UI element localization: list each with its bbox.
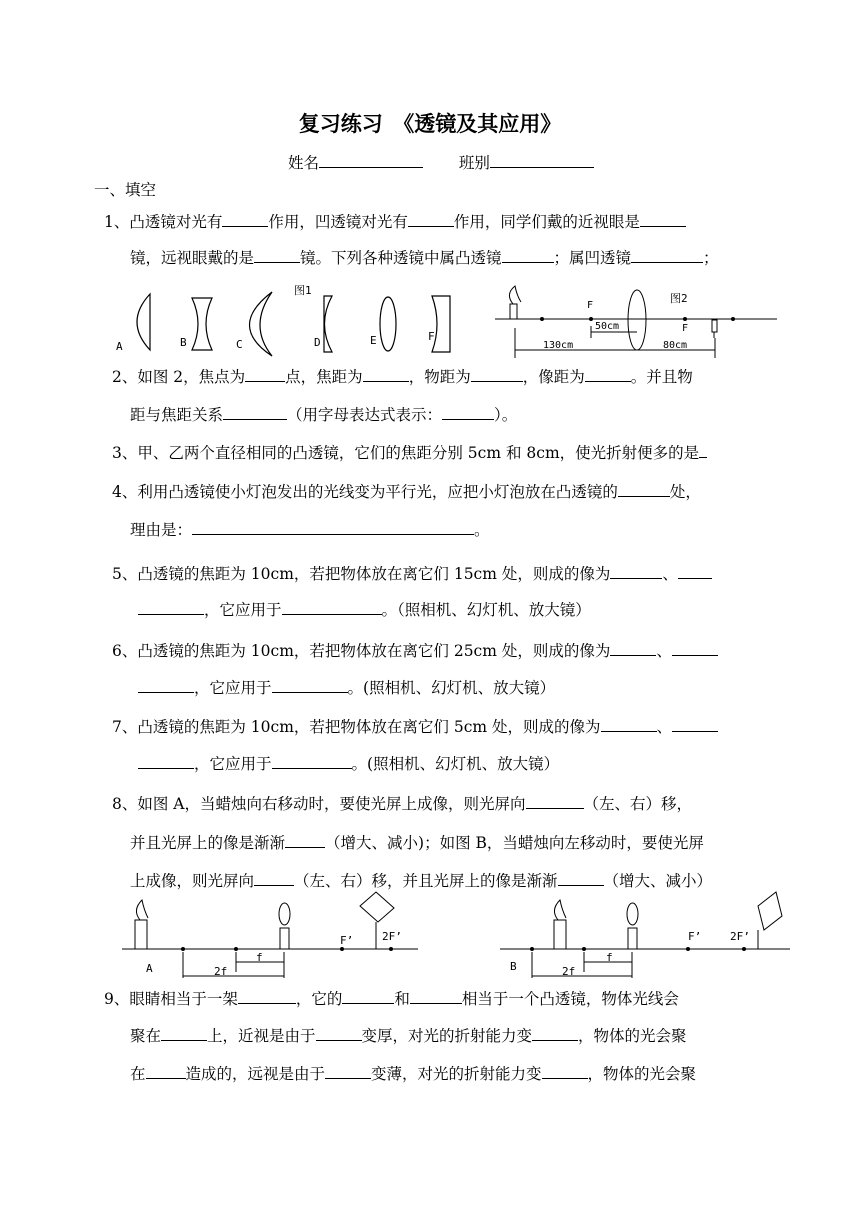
question-number: 8、	[112, 795, 138, 813]
convex-lens	[628, 290, 646, 350]
answer-blank[interactable]	[502, 247, 554, 263]
focus-point-right	[683, 317, 687, 321]
q-text: ，像距为	[522, 368, 585, 386]
label-2f-prime: 2F’	[382, 930, 402, 943]
q-text: 理由是：	[130, 521, 193, 539]
question-9-line-1	[104, 988, 679, 1009]
label-f-prime: F’	[688, 930, 702, 943]
figure-1-lenses	[112, 286, 472, 360]
axis-point-2f	[181, 947, 185, 951]
figure-1-caption: 图1	[294, 284, 312, 297]
q-text: 。(照相机、幻灯机、放大镜）	[351, 755, 560, 773]
answer-blank[interactable]	[342, 988, 394, 1004]
q-text: ，它应用于	[194, 679, 272, 697]
q-text: 变薄，对光的折射能力变	[371, 1065, 542, 1083]
figure-b-optical-bench	[500, 890, 792, 982]
q-text: 如图 A，当蜡烛向右移动时，要使光屏上成像，则光屏向	[137, 795, 526, 813]
screen	[758, 892, 782, 930]
focus-point-left	[589, 317, 593, 321]
lens-holder	[628, 928, 637, 949]
question-4-line-2	[130, 519, 490, 540]
answer-blank[interactable]	[631, 247, 703, 263]
answer-blank[interactable]	[526, 793, 584, 809]
figure-a-optical-bench	[120, 890, 420, 982]
answer-blank[interactable]	[542, 1063, 588, 1079]
section-heading: 一、填空	[94, 181, 157, 199]
answer-blank[interactable]	[325, 1063, 371, 1079]
answer-blank[interactable]	[282, 599, 382, 615]
q-text: 利用凸透镜使小灯泡发出的光线变为平行光，应把小灯泡放在凸透镜的	[137, 483, 618, 501]
answer-blank[interactable]	[245, 366, 285, 382]
axis-point-f	[234, 947, 238, 951]
question-8-line-1	[112, 793, 692, 814]
question-7-line-1	[112, 716, 718, 737]
candle-flame	[554, 900, 566, 920]
label-2f: 2f	[562, 965, 576, 978]
q-text: 上，近视是由于	[207, 1027, 316, 1045]
candle-flame	[509, 286, 521, 304]
focus-label-right: F	[682, 323, 689, 334]
axis-point-f	[582, 947, 586, 951]
figure-b-label: B	[510, 960, 517, 973]
question-8-line-3	[130, 870, 712, 891]
candle	[554, 920, 566, 949]
question-number: 9、	[104, 990, 130, 1008]
answer-blank[interactable]	[254, 247, 300, 263]
q-text: 凸透镜对光有	[129, 213, 223, 231]
question-number: 2、	[112, 368, 138, 386]
axis-point	[731, 317, 735, 321]
answer-blank[interactable]	[138, 753, 194, 769]
lens-a-shape	[137, 294, 150, 350]
distance-50: 50cm	[595, 321, 620, 332]
label-f: f	[256, 951, 263, 964]
answer-blank[interactable]	[285, 832, 325, 848]
answer-blank[interactable]	[618, 481, 670, 497]
answer-blank[interactable]	[672, 640, 718, 656]
class-blank[interactable]	[490, 152, 594, 168]
question-9-line-3	[130, 1063, 696, 1084]
lens	[627, 903, 638, 925]
q-text: 上成像，则光屏向	[130, 872, 255, 890]
q-text: 镜，远视眼戴的是	[130, 249, 255, 267]
q-text: ；	[703, 249, 719, 267]
question-2-line-2	[130, 404, 517, 425]
q-text: （左、右）移，并且光屏上的像是渐渐	[294, 872, 558, 890]
question-number: 7、	[112, 718, 138, 736]
question-5-line-1	[112, 563, 712, 584]
q-text: 。（照相机、幻灯机、放大镜）	[381, 601, 591, 619]
q-text: 点，焦距为	[285, 368, 363, 386]
name-label: 姓名	[288, 154, 320, 172]
question-number: 6、	[112, 642, 138, 660]
lens-label-f: F	[428, 330, 435, 343]
answer-blank[interactable]	[471, 366, 523, 382]
q-text: 变厚，对光的折射能力变	[361, 1027, 533, 1045]
q-text: （增大、减小)；如图 B，当蜡烛向左移动时，要使光屏	[325, 834, 704, 852]
q-text: 在	[130, 1065, 146, 1083]
candle-flame	[136, 900, 148, 920]
q-text: 眼睛相当于一架	[129, 990, 238, 1008]
answer-blank[interactable]	[558, 870, 604, 886]
image-candle	[712, 320, 717, 332]
answer-blank[interactable]	[272, 753, 352, 769]
lens-b-shape	[192, 298, 212, 350]
q-text: 相当于一个凸透镜，物体光线会	[461, 990, 679, 1008]
candle	[135, 920, 147, 949]
question-2-line-1	[112, 366, 693, 387]
answer-blank[interactable]	[138, 599, 204, 615]
answer-blank[interactable]	[408, 211, 454, 227]
axis-point-f-prime	[686, 947, 690, 951]
answer-blank[interactable]	[146, 1063, 186, 1079]
answer-blank[interactable]	[138, 677, 194, 693]
q-text: 和	[394, 990, 410, 1008]
lens-label-c: C	[236, 338, 243, 351]
answer-blank[interactable]	[699, 442, 707, 458]
answer-blank[interactable]	[316, 1025, 362, 1041]
q-text: ，物距为	[408, 368, 471, 386]
question-number: 3、	[112, 444, 138, 462]
q-text: 如图 2，焦点为	[137, 368, 246, 386]
q-text: （增大、减小）	[603, 872, 713, 890]
lens-d-shape	[324, 296, 332, 352]
q-text: 凸透镜的焦距为 10cm，若把物体放在离它们 25cm 处，则成的像为	[137, 642, 611, 660]
q-text: 造成的，远视是由于	[185, 1065, 326, 1083]
lens-label-d: D	[314, 336, 321, 349]
question-number: 1、	[104, 213, 130, 231]
answer-blank[interactable]	[192, 519, 474, 535]
q-text: 作用，凹透镜对光有	[268, 213, 408, 231]
answer-blank[interactable]	[238, 988, 296, 1004]
distance-130: 130cm	[543, 340, 574, 351]
question-6-line-2	[138, 677, 555, 698]
name-blank[interactable]	[319, 152, 423, 168]
answer-blank[interactable]	[161, 1025, 207, 1041]
answer-blank[interactable]	[363, 366, 409, 382]
q-text: 凸透镜的焦距为 10cm，若把物体放在离它们 5cm 处，则成的像为	[137, 718, 601, 736]
q-text: 。	[474, 521, 490, 539]
lens-c-shape	[250, 292, 273, 356]
q-text: 并且光屏上的像是渐渐	[130, 834, 286, 852]
q-text: （左、右）移，	[583, 795, 693, 813]
figure-a-label: A	[146, 962, 153, 975]
answer-blank[interactable]	[610, 640, 656, 656]
q-text: 距与焦距关系	[130, 406, 224, 424]
q-text: 镜。下列各种透镜中属凸透镜	[300, 249, 502, 267]
q-text: ，物体的光会聚	[587, 1065, 697, 1083]
q-text: 。并且物	[630, 368, 693, 386]
q-text: 、	[656, 642, 672, 660]
lens-e-shape	[380, 297, 396, 351]
answer-blank[interactable]	[640, 211, 686, 227]
answer-blank[interactable]	[678, 563, 712, 579]
q-text: ，它应用于	[194, 755, 272, 773]
question-3	[112, 442, 707, 463]
q-text: 、	[662, 565, 678, 583]
q-text: ，物体的光会聚	[578, 1027, 687, 1045]
answer-blank[interactable]	[272, 677, 348, 693]
label-2f: 2f	[214, 965, 228, 978]
figure-2-caption: 图2	[670, 292, 688, 305]
q-text: 凸透镜的焦距为 10cm，若把物体放在离它们 15cm 处，则成的像为	[137, 565, 611, 583]
answer-blank[interactable]	[532, 1025, 578, 1041]
q-text: 处，	[669, 483, 701, 501]
question-7-line-2	[138, 753, 559, 774]
lens-holder	[280, 928, 289, 949]
answer-blank[interactable]	[254, 870, 294, 886]
q-text: ，它应用于	[204, 601, 282, 619]
q-text: ；属凹透镜	[553, 249, 632, 267]
screen	[360, 892, 394, 922]
q-text: 甲、乙两个直径相同的凸透镜，它们的焦距分别 5cm 和 8cm，使光折射便多的是	[137, 444, 700, 462]
q-text: 聚在	[130, 1027, 162, 1045]
question-1-line-1	[104, 211, 686, 232]
q-text: ，它的	[295, 990, 343, 1008]
question-number: 4、	[112, 483, 138, 501]
q-text: （用字母表达式表示：	[287, 406, 443, 424]
axis-point-f-prime	[340, 947, 344, 951]
label-f-prime: F’	[340, 934, 354, 947]
q-text: ）。	[494, 406, 518, 424]
question-6-line-1	[112, 640, 718, 661]
answer-blank[interactable]	[410, 988, 462, 1004]
q-text: 。(照相机、幻灯机、放大镜）	[347, 679, 556, 697]
lens-label-b: B	[180, 336, 187, 349]
question-8-line-2	[130, 832, 704, 853]
q-text: 、	[656, 718, 673, 736]
answer-blank[interactable]	[585, 366, 631, 382]
class-label: 班别	[458, 154, 490, 172]
page-title: 复习练习 《透镜及其应用》	[298, 112, 562, 136]
question-4-line-1	[112, 481, 701, 502]
q-text: 作用，同学们戴的近视眼是	[453, 213, 640, 231]
figure-2-optical-bench	[495, 280, 780, 362]
question-9-line-2	[130, 1025, 687, 1046]
lens-label-e: E	[370, 334, 377, 347]
answer-blank[interactable]	[601, 716, 657, 732]
axis-point	[540, 317, 544, 321]
question-number: 5、	[112, 565, 138, 583]
answer-blank[interactable]	[672, 716, 718, 732]
distance-80: 80cm	[663, 340, 688, 351]
answer-blank[interactable]	[223, 404, 287, 420]
lens	[279, 903, 290, 925]
answer-blank[interactable]	[610, 563, 662, 579]
axis-point-2f-prime	[389, 947, 393, 951]
focus-label-left: F	[587, 300, 594, 311]
question-1-line-2	[130, 247, 719, 268]
answer-blank[interactable]	[222, 211, 268, 227]
name-class-line	[288, 152, 594, 173]
label-f: f	[606, 951, 613, 964]
answer-blank[interactable]	[442, 404, 494, 420]
axis-point-2f-prime	[742, 947, 746, 951]
lens-label-a: A	[116, 340, 123, 353]
question-5-line-2	[138, 599, 591, 620]
candle	[510, 304, 517, 319]
lens-f-shape	[432, 296, 450, 352]
axis-point-2f	[530, 947, 534, 951]
label-2f-prime: 2F’	[730, 930, 750, 943]
